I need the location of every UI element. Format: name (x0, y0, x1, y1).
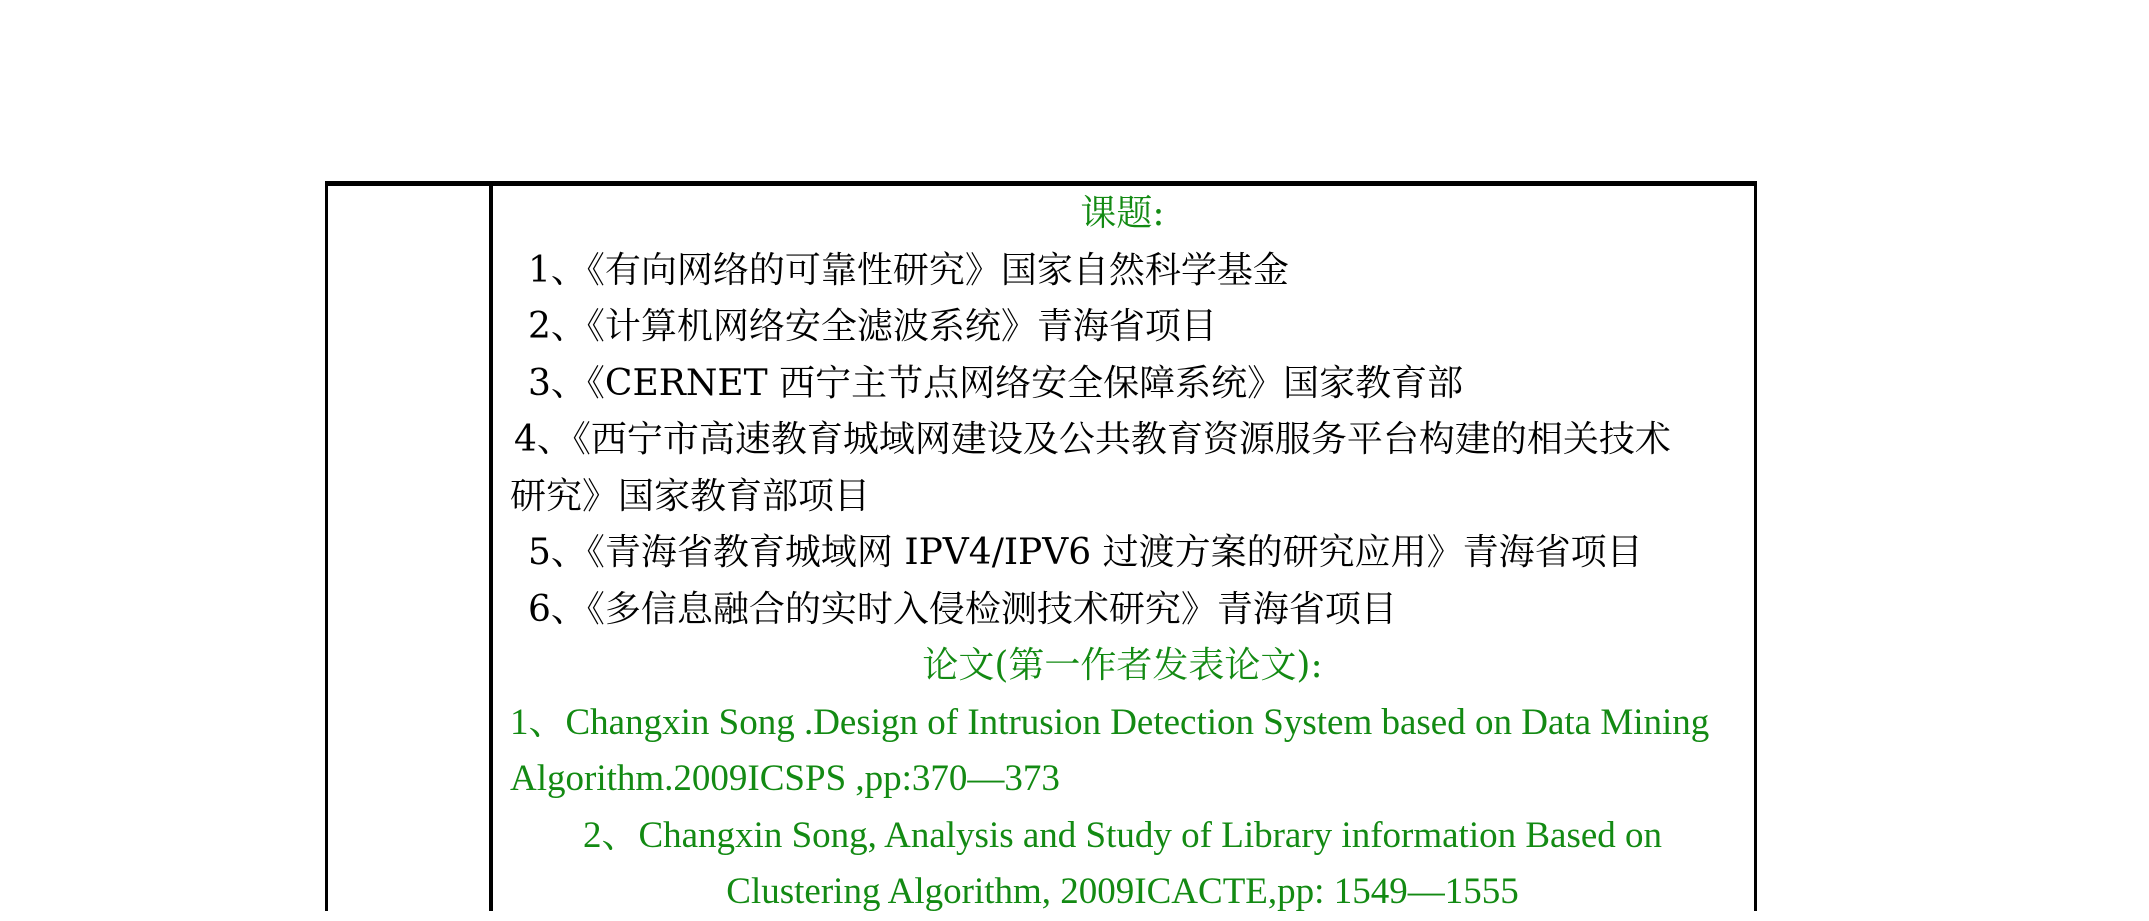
project-item-6: 6、《多信息融合的实时入侵检测技术研究》青海省项目 (528, 588, 1397, 630)
project-item-2: 2、《计算机网络安全滤波系统》青海省项目 (528, 306, 1217, 347)
projects-heading: 课题: (1080, 193, 1165, 234)
paper-line-1: 1、Changxin Song .Design of Intrusion Detection System based on Data Mining (510, 701, 1710, 743)
info-table (325, 181, 1757, 911)
column-divider (489, 186, 493, 911)
project-item-3: 3、《CERNET 西宁主节点网络安全保障系统》国家教育部 (528, 362, 1464, 404)
project-item-1: 1、《有向网络的可靠性研究》国家自然科学基金 (528, 249, 1289, 291)
paper-line-2-continued: Clustering Algorithm, 2009ICACTE,pp: 1549—1555 (726, 871, 1519, 912)
project-item-5: 5、《青海省教育城域网 IPV4/IPV6 过渡方案的研究应用》青海省项目 (528, 532, 1643, 573)
paper-line-1-continued: Algorithm.2009ICSPS ,pp:370—373 (510, 758, 1060, 799)
project-item-4: 4、《西宁市高速教育城域网建设及公共教育资源服务平台构建的相关技术 (514, 419, 1671, 460)
project-item-4-continued: 研究》国家教育部项目 (510, 475, 871, 517)
table-content-cell (510, 186, 1735, 921)
paper-line-2: 2、Changxin Song, Analysis and Study of Library information Based on (582, 814, 1663, 856)
papers-heading: 论文(第一作者发表论文): (922, 645, 1323, 686)
